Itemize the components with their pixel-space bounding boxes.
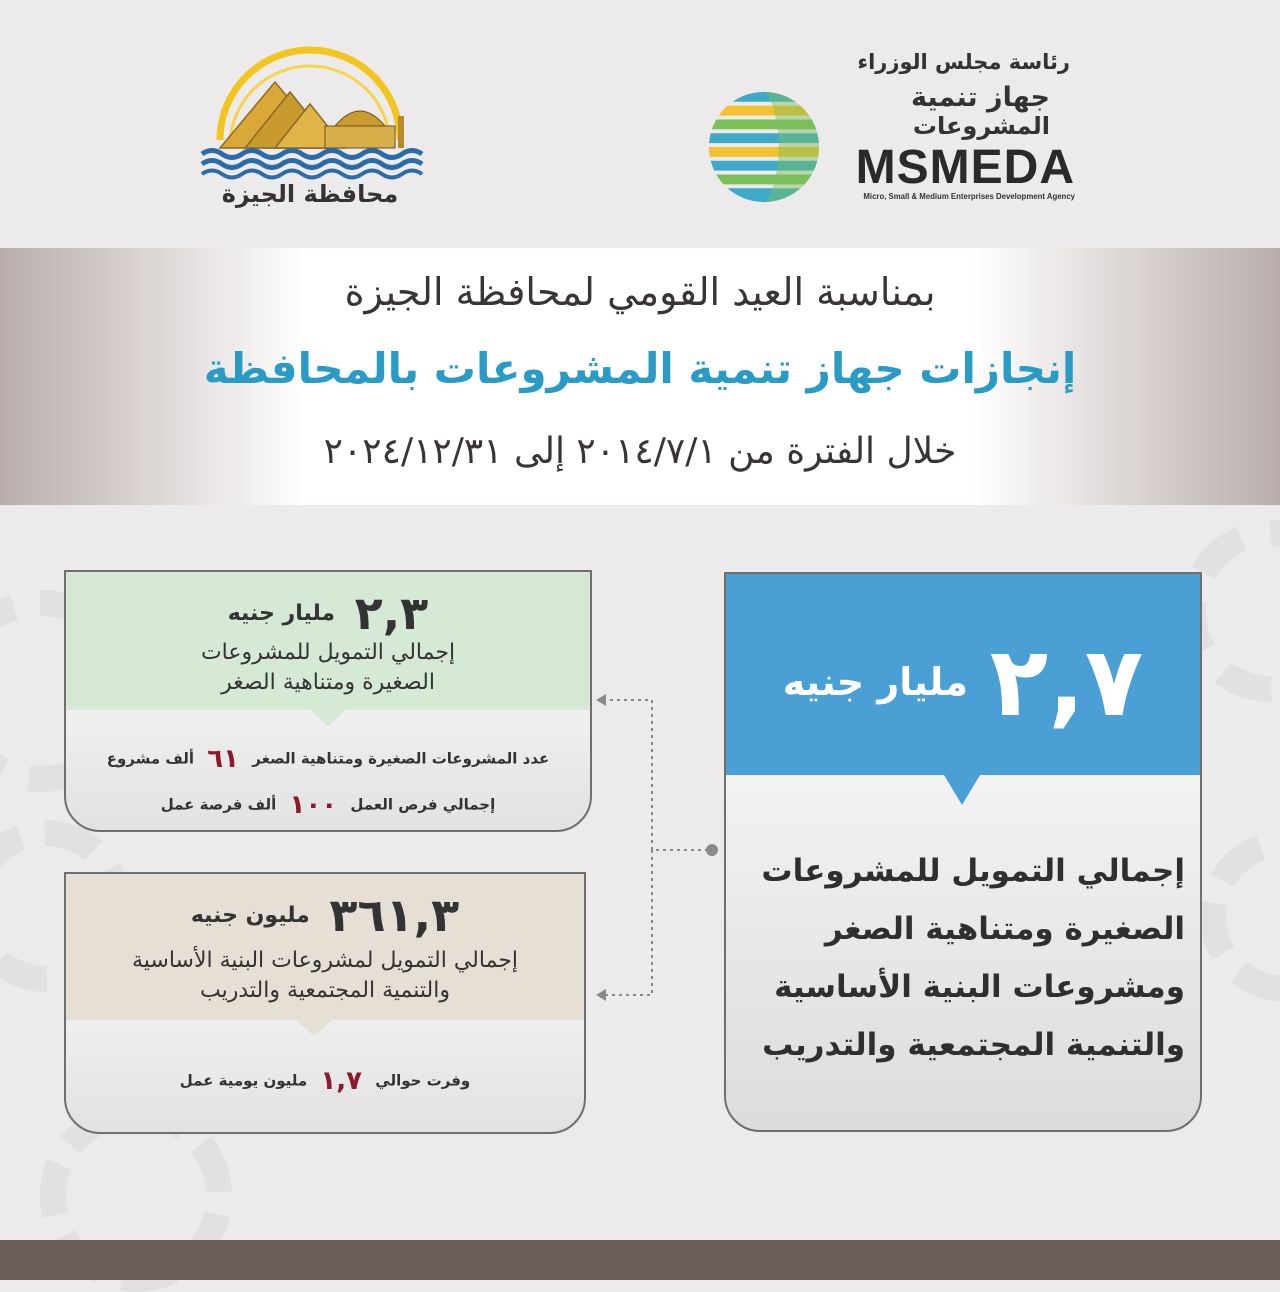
small-enterprises-unit: مليار جنيه (227, 600, 336, 626)
description-line: إجمالي التمويل للمشروعات (200, 640, 456, 665)
infrastructure-card (64, 872, 586, 1134)
header-banner (0, 248, 1280, 505)
projects-count-number: ٦١ (207, 744, 240, 774)
agency-abbreviation: MSMEDA (855, 141, 1075, 194)
agency-name-line1: جهاز تنمية (910, 82, 1050, 113)
total-funding-unit: مليار جنيه (782, 660, 969, 704)
callout-pointer (296, 1020, 332, 1036)
gear-decoration-right-2 (1200, 830, 1280, 1002)
total-funding-description (746, 842, 1185, 1074)
description-line: إجمالي التمويل للمشروعات (761, 853, 1185, 889)
arrow-icon (596, 694, 606, 706)
description-line: الصغيرة ومتناهية الصغر (824, 911, 1185, 947)
total-funding-card (724, 572, 1202, 1132)
small-enterprises-value: ٢,٣ (354, 586, 429, 640)
callout-pointer (310, 710, 346, 726)
cabinet-superscript: رئاسة مجلس الوزراء (857, 50, 1070, 74)
work-days-stat (76, 1066, 574, 1096)
agency-subtitle: Micro, Small & Medium Enterprises Development Agency (863, 192, 1075, 201)
connector-lines (590, 680, 730, 1020)
msmeda-logo (700, 40, 1100, 220)
occasion-line: بمناسبة العيد القومي لمحافظة الجيزة (344, 270, 936, 314)
stat-label: عدد المشروعات الصغيرة ومتناهية الصغر (252, 749, 550, 768)
infrastructure-header (66, 874, 584, 1020)
description-line: الصغيرة ومتناهية الصغر (221, 670, 435, 695)
description-line: إجمالي التمويل لمشروعات البنية الأساسية (131, 948, 518, 973)
stat-label: إجمالي فرص العمل (350, 795, 496, 814)
jobs-count-stat (76, 790, 580, 820)
infrastructure-description (80, 946, 570, 1006)
agency-name-line2: المشروعات (912, 112, 1050, 140)
footer-bar (0, 1240, 1280, 1280)
projects-count-stat (76, 744, 580, 774)
description-line: ومشروعات البنية الأساسية (774, 969, 1185, 1005)
globe-icon (705, 88, 823, 206)
small-enterprises-header (66, 572, 590, 710)
description-line: والتنمية المجتمعية والتدريب (762, 1027, 1185, 1063)
headline-achievements: إنجازات جهاز تنمية المشروعات بالمحافظة (203, 344, 1077, 393)
stat-unit: مليون يومية عمل (179, 1071, 308, 1090)
callout-pointer (944, 775, 980, 805)
giza-governorate-logo (190, 30, 430, 220)
small-enterprises-description (80, 638, 576, 698)
period-line: خلال الفترة من ٢٠١٤/٧/١ إلى ٢٠٢٤/١٢/٣١ (323, 431, 957, 472)
small-enterprises-card (64, 570, 592, 832)
description-line: والتنمية المجتمعية والتدريب (200, 978, 450, 1003)
stat-unit: ألف مشروع (106, 749, 195, 768)
jobs-count-number: ١٠٠ (289, 790, 338, 820)
arrow-icon (596, 989, 606, 1001)
giza-governorate-name: محافظة الجيزة (221, 180, 399, 208)
stat-unit: ألف فرصة عمل (160, 795, 277, 814)
total-funding-header (726, 574, 1200, 775)
infrastructure-unit: مليون جنيه (190, 902, 310, 928)
work-days-number: ١,٧ (320, 1066, 363, 1096)
stat-label: وفرت حوالي (375, 1071, 471, 1090)
total-funding-value: ٢,٧ (989, 626, 1144, 738)
infrastructure-value: ٣٦١,٣ (329, 888, 460, 942)
pyramids-emblem-icon (190, 30, 430, 180)
